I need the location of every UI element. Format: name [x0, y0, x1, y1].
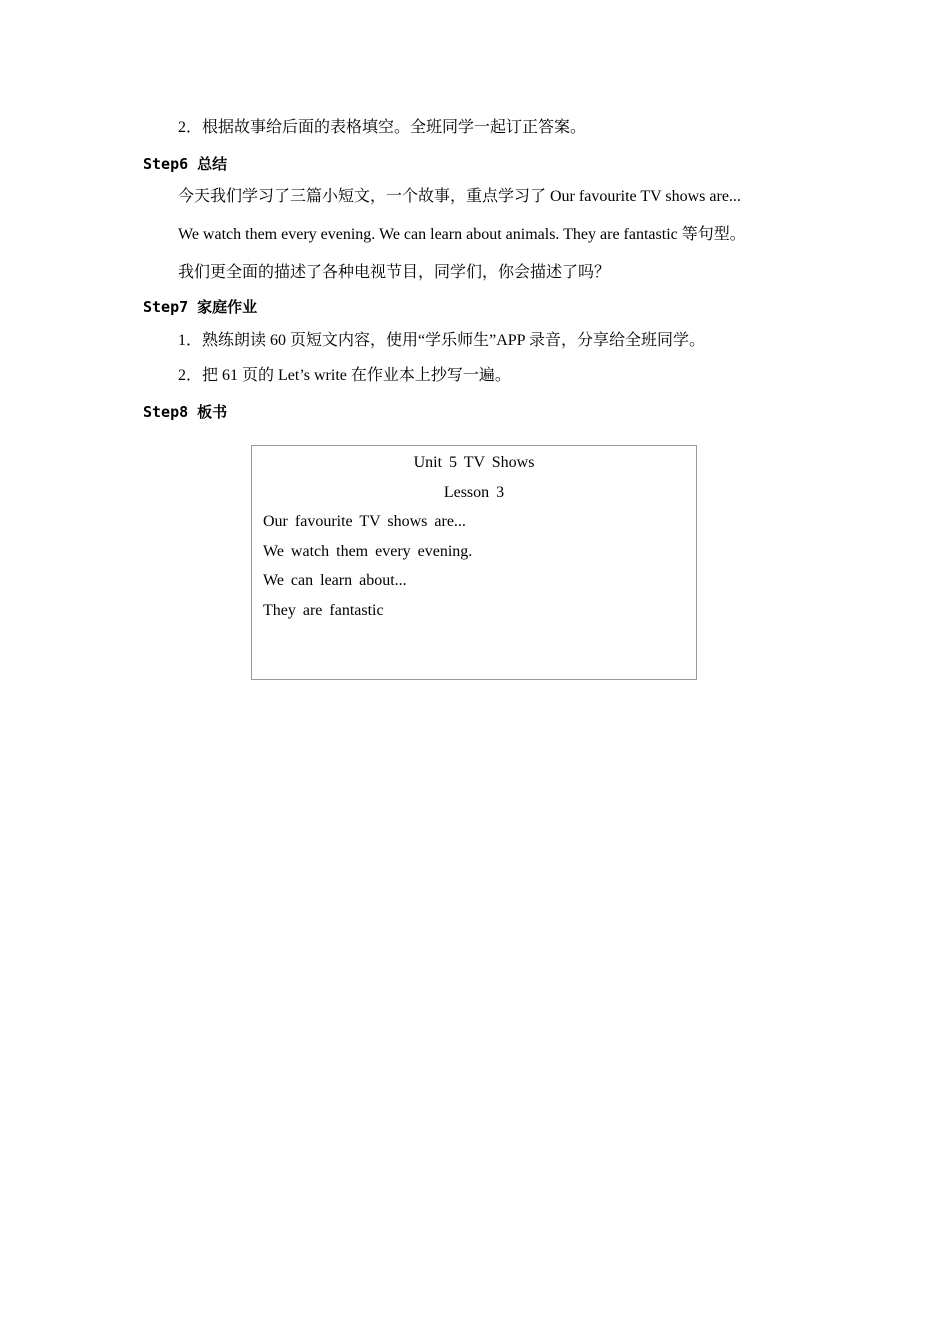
board-title: Unit 5 TV Shows — [413, 454, 535, 471]
step6-summary-line-3: 我们更全面的描述了各种电视节目，同学们，你会描述了吗？ — [178, 264, 611, 281]
blackboard-box — [251, 445, 697, 680]
step8-heading: Step8 板书 — [143, 403, 228, 421]
board-subtitle: Lesson 3 — [443, 484, 505, 501]
board-line-4: They are fantastic — [263, 602, 384, 619]
step7-homework-item-1: 1．熟练朗读 60 页短文内容，使用“学乐师生”APP 录音，分享给全班同学。 — [178, 332, 705, 349]
step6-heading: Step6 总结 — [143, 155, 228, 173]
board-line-2: We watch them every evening. — [263, 543, 473, 560]
step7-homework-item-2: 2．把 61 页的 Let’s write 在作业本上抄写一遍。 — [178, 367, 511, 384]
step5-item-2: 2．根据故事给后面的表格填空。全班同学一起订正答案。 — [178, 119, 587, 136]
step7-heading: Step7 家庭作业 — [143, 298, 258, 316]
board-line-3: We can learn about... — [263, 572, 407, 589]
step6-summary-line-1: 今天我们学习了三篇小短文，一个故事，重点学习了 Our favourite TV shows are... — [178, 188, 741, 205]
step6-summary-line-2: We watch them every evening. We can learn about animals. They are fantastic 等句型。 — [178, 226, 746, 243]
board-line-1: Our favourite TV shows are... — [263, 513, 466, 530]
